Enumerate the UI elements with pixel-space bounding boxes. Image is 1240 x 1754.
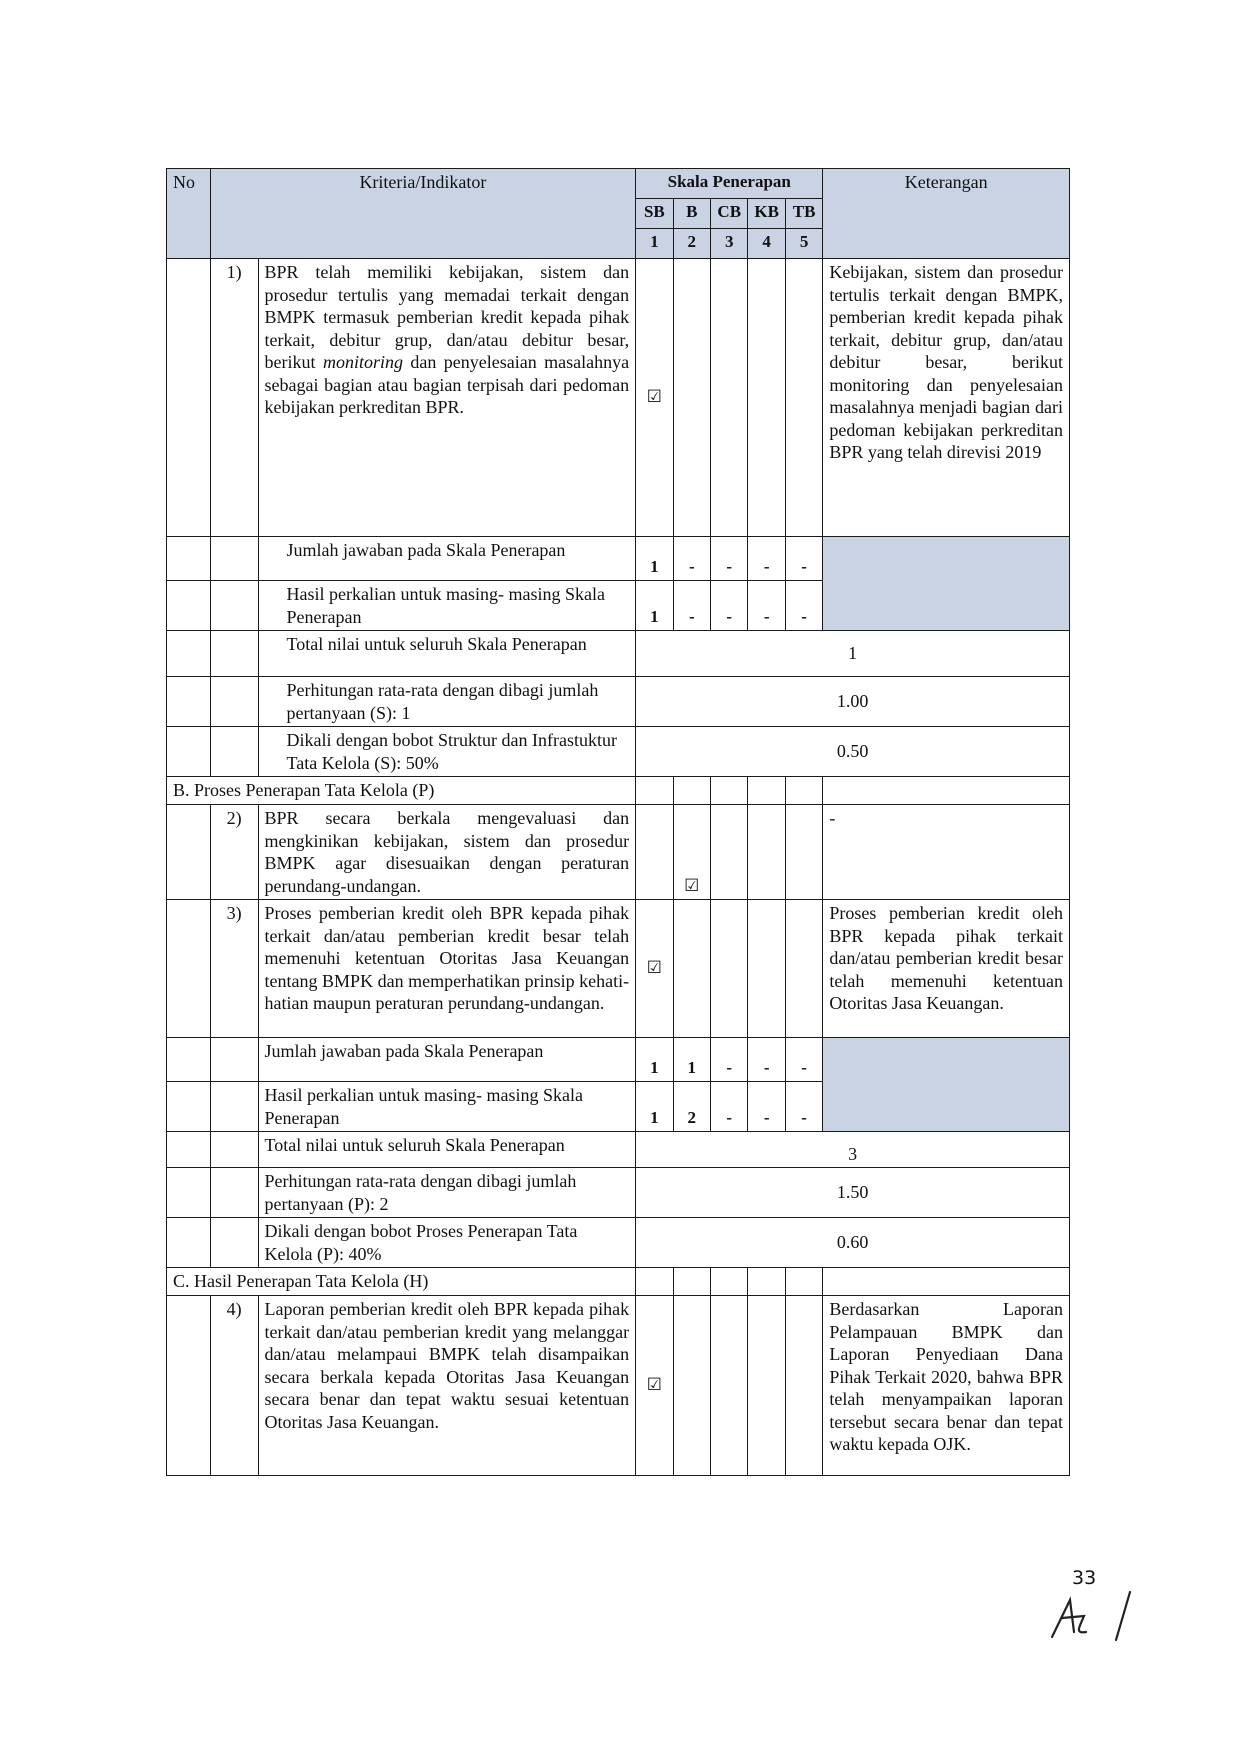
section-b-row xyxy=(167,777,1070,805)
row-no-cell xyxy=(167,259,211,537)
section-c-note-cell xyxy=(823,1268,1070,1296)
row-no-cell xyxy=(167,1218,211,1268)
row-no-cell xyxy=(167,900,211,1038)
scale-value-1: 1 xyxy=(636,229,673,259)
assessment-table xyxy=(166,168,1070,1476)
header-scale-title: Skala Penerapan xyxy=(636,169,823,199)
summary-average-label: Perhitungan rata-rata dengan dibagi jumlah pertanyaan (P): 2 xyxy=(258,1168,636,1218)
summary-product-value: 2 xyxy=(673,1082,710,1132)
summary-average-row xyxy=(167,677,1070,727)
scale-cell xyxy=(711,1296,748,1476)
row-sub-cell xyxy=(210,581,258,631)
summary-weight-value: 0.60 xyxy=(636,1218,1070,1268)
row-no-cell xyxy=(167,1296,211,1476)
summary-count-value: 1 xyxy=(636,1038,673,1082)
summary-total-label: Total nilai untuk seluruh Skala Penerapan xyxy=(258,631,636,677)
summary-weight-label: Dikali dengan bobot Struktur dan Infrastuktur Tata Kelola (S): 50% xyxy=(258,727,636,777)
item-note: Proses pemberian kredit oleh BPR kepada pihak terkait dan/atau pemberian kredit besar telah memenuhi ketentuan Otoritas Jasa Keuangan. xyxy=(823,900,1070,1038)
row-sub-cell xyxy=(210,537,258,581)
scale-cell xyxy=(785,900,823,1038)
scale-cell xyxy=(785,1268,823,1296)
scale-cell xyxy=(748,1268,785,1296)
scale-cell xyxy=(711,900,748,1038)
item-row-4 xyxy=(167,1296,1070,1476)
row-sub-cell xyxy=(210,1168,258,1218)
scale-cell xyxy=(673,777,710,805)
summary-total-row xyxy=(167,631,1070,677)
summary-average-value: 1.50 xyxy=(636,1168,1070,1218)
scale-code-tb: TB xyxy=(785,199,823,229)
header-criteria: Kriteria/Indikator xyxy=(210,169,635,259)
checkbox-checked-icon: ☑ xyxy=(636,259,673,537)
scale-cell xyxy=(711,777,748,805)
row-sub-cell xyxy=(210,1038,258,1082)
item-text-italic: monitoring xyxy=(322,352,403,372)
summary-count-label: Jumlah jawaban pada Skala Penerapan xyxy=(258,1038,636,1082)
summary-product-label: Hasil perkalian untuk masing- masing Skala Penerapan xyxy=(258,581,636,631)
row-sub-cell xyxy=(210,1132,258,1168)
scale-cell xyxy=(673,900,710,1038)
summary-product-value: 1 xyxy=(636,581,673,631)
scale-cell xyxy=(711,259,748,537)
section-b-title: B. Proses Penerapan Tata Kelola (P) xyxy=(167,777,636,805)
scale-cell xyxy=(785,777,823,805)
scale-cell xyxy=(636,1268,673,1296)
row-no-cell xyxy=(167,805,211,900)
scale-cell xyxy=(711,1268,748,1296)
scale-cell xyxy=(785,259,823,537)
checkbox-checked-icon: ☑ xyxy=(673,805,710,900)
scale-cell xyxy=(711,805,748,900)
summary-count-value: - xyxy=(748,1038,785,1082)
scale-code-sb: SB xyxy=(636,199,673,229)
row-no-cell xyxy=(167,1132,211,1168)
summary-weight-row xyxy=(167,727,1070,777)
summary-count-value: 1 xyxy=(636,537,673,581)
row-no-cell xyxy=(167,1038,211,1082)
section-b-note-cell xyxy=(823,777,1070,805)
row-no-cell xyxy=(167,537,211,581)
summary-count-row xyxy=(167,1038,1070,1082)
row-sub-cell xyxy=(210,631,258,677)
section-c-title: C. Hasil Penerapan Tata Kelola (H) xyxy=(167,1268,636,1296)
item-row-2 xyxy=(167,805,1070,900)
item-row-3 xyxy=(167,900,1070,1038)
item-row-1 xyxy=(167,259,1070,537)
summary-weight-value: 0.50 xyxy=(636,727,1070,777)
summary-shaded-cell xyxy=(823,1038,1070,1132)
summary-product-value: 1 xyxy=(636,1082,673,1132)
summary-count-row xyxy=(167,537,1070,581)
summary-product-label: Hasil perkalian untuk masing- masing Skala Penerapan xyxy=(258,1082,636,1132)
item-note: Berdasarkan Laporan Pelampauan BMPK dan Laporan Penyediaan Dana Pihak Terkait 2020, bahwa BPR telah menyampaikan laporan tersebut secara benar dan tepat waktu kepada OJK. xyxy=(823,1296,1070,1476)
header-notes: Keterangan xyxy=(823,169,1070,259)
item-number: 4) xyxy=(210,1296,258,1476)
scale-value-5: 5 xyxy=(785,229,823,259)
item-text-part-a: BPR telah memiliki kebijakan, sistem dan prosedur tertulis yang memadai terkait dengan BMPK termasuk pemberian kredit kepada pihak terkait, debitur grup, dan/atau debitur besar, berikut xyxy=(264,262,630,372)
summary-product-value: - xyxy=(748,1082,785,1132)
scale-code-kb: KB xyxy=(748,199,785,229)
summary-average-row xyxy=(167,1168,1070,1218)
checkbox-checked-icon: ☑ xyxy=(636,900,673,1038)
scale-value-3: 3 xyxy=(711,229,748,259)
section-c-row xyxy=(167,1268,1070,1296)
summary-total-label: Total nilai untuk seluruh Skala Penerapan xyxy=(258,1132,636,1168)
item-text: BPR secara berkala mengevaluasi dan mengkinikan kebijakan, sistem dan prosedur BMPK agar disesuaikan dengan peraturan perundang-undangan. xyxy=(258,805,636,900)
summary-product-value: - xyxy=(711,581,748,631)
summary-count-value: - xyxy=(673,537,710,581)
row-sub-cell xyxy=(210,727,258,777)
scale-cell xyxy=(673,1296,710,1476)
scale-cell xyxy=(673,1268,710,1296)
summary-count-value: - xyxy=(748,537,785,581)
row-no-cell xyxy=(167,1082,211,1132)
item-text xyxy=(258,259,636,537)
summary-product-value: - xyxy=(711,1082,748,1132)
summary-count-value: - xyxy=(711,537,748,581)
row-sub-cell xyxy=(210,1082,258,1132)
row-no-cell xyxy=(167,631,211,677)
row-no-cell xyxy=(167,1168,211,1218)
item-note: - xyxy=(823,805,1070,900)
summary-weight-label: Dikali dengan bobot Proses Penerapan Tata Kelola (P): 40% xyxy=(258,1218,636,1268)
item-text: Laporan pemberian kredit oleh BPR kepada pihak terkait dan/atau pemberian kredit yang melanggar dan/atau melampaui BMPK telah disampaikan secara berkala kepada Otoritas Jasa Keuangan secara benar dan tepat waktu sesuai ketentuan Otoritas Jasa Keuangan. xyxy=(258,1296,636,1476)
row-sub-cell xyxy=(210,1218,258,1268)
summary-total-row xyxy=(167,1132,1070,1168)
scale-code-cb: CB xyxy=(711,199,748,229)
summary-total-value: 3 xyxy=(636,1132,1070,1168)
summary-count-value: 1 xyxy=(673,1038,710,1082)
summary-product-value: - xyxy=(785,581,823,631)
scale-cell xyxy=(748,900,785,1038)
scale-value-4: 4 xyxy=(748,229,785,259)
scale-cell xyxy=(748,777,785,805)
page-number: 33 xyxy=(1072,1567,1097,1589)
scale-value-2: 2 xyxy=(673,229,710,259)
scale-cell xyxy=(785,1296,823,1476)
summary-count-value: - xyxy=(711,1038,748,1082)
row-no-cell xyxy=(167,677,211,727)
header-row-1 xyxy=(167,169,1070,199)
item-number: 1) xyxy=(210,259,258,537)
summary-total-value: 1 xyxy=(636,631,1070,677)
summary-product-value: - xyxy=(673,581,710,631)
scale-cell xyxy=(785,805,823,900)
item-text: Proses pemberian kredit oleh BPR kepada pihak terkait dan/atau pemberian kredit besar telah memenuhi ketentuan Otoritas Jasa Keuangan tentang BMPK dan memperhatikan prinsip kehati- hatian maupun peraturan perundang-undangan. xyxy=(258,900,636,1038)
header-no: No xyxy=(167,169,211,259)
item-note: Kebijakan, sistem dan prosedur tertulis terkait dengan BMPK, pemberian kredit kepada pihak terkait, debitur grup, dan/atau debitur besar, berikut monitoring dan penyelesaian masalahnya menjadi bagian dari pedoman kebijakan perkreditan BPR yang telah direvisi 2019 xyxy=(823,259,1070,537)
row-no-cell xyxy=(167,727,211,777)
summary-product-value: - xyxy=(785,1082,823,1132)
summary-count-value: - xyxy=(785,537,823,581)
row-sub-cell xyxy=(210,677,258,727)
scale-cell xyxy=(748,259,785,537)
summary-average-value: 1.00 xyxy=(636,677,1070,727)
row-no-cell xyxy=(167,581,211,631)
summary-shaded-cell xyxy=(823,537,1070,631)
summary-count-label: Jumlah jawaban pada Skala Penerapan xyxy=(258,537,636,581)
summary-weight-row xyxy=(167,1218,1070,1268)
summary-count-value: - xyxy=(785,1038,823,1082)
summary-product-value: - xyxy=(748,581,785,631)
scale-cell xyxy=(636,777,673,805)
item-number: 2) xyxy=(210,805,258,900)
item-number: 3) xyxy=(210,900,258,1038)
handwritten-initials-signature xyxy=(1040,1582,1140,1652)
scale-cell xyxy=(673,259,710,537)
checkbox-checked-icon: ☑ xyxy=(636,1296,673,1476)
scale-cell xyxy=(748,805,785,900)
scale-cell xyxy=(636,805,673,900)
scale-cell xyxy=(748,1296,785,1476)
summary-average-label: Perhitungan rata-rata dengan dibagi jumlah pertanyaan (S): 1 xyxy=(258,677,636,727)
scale-code-b: B xyxy=(673,199,710,229)
item-text-part-b: dan penyelesaian masalahnya sebagai bagian atau bagian terpisah dari pedoman kebijakan perkreditan BPR. xyxy=(264,352,630,417)
